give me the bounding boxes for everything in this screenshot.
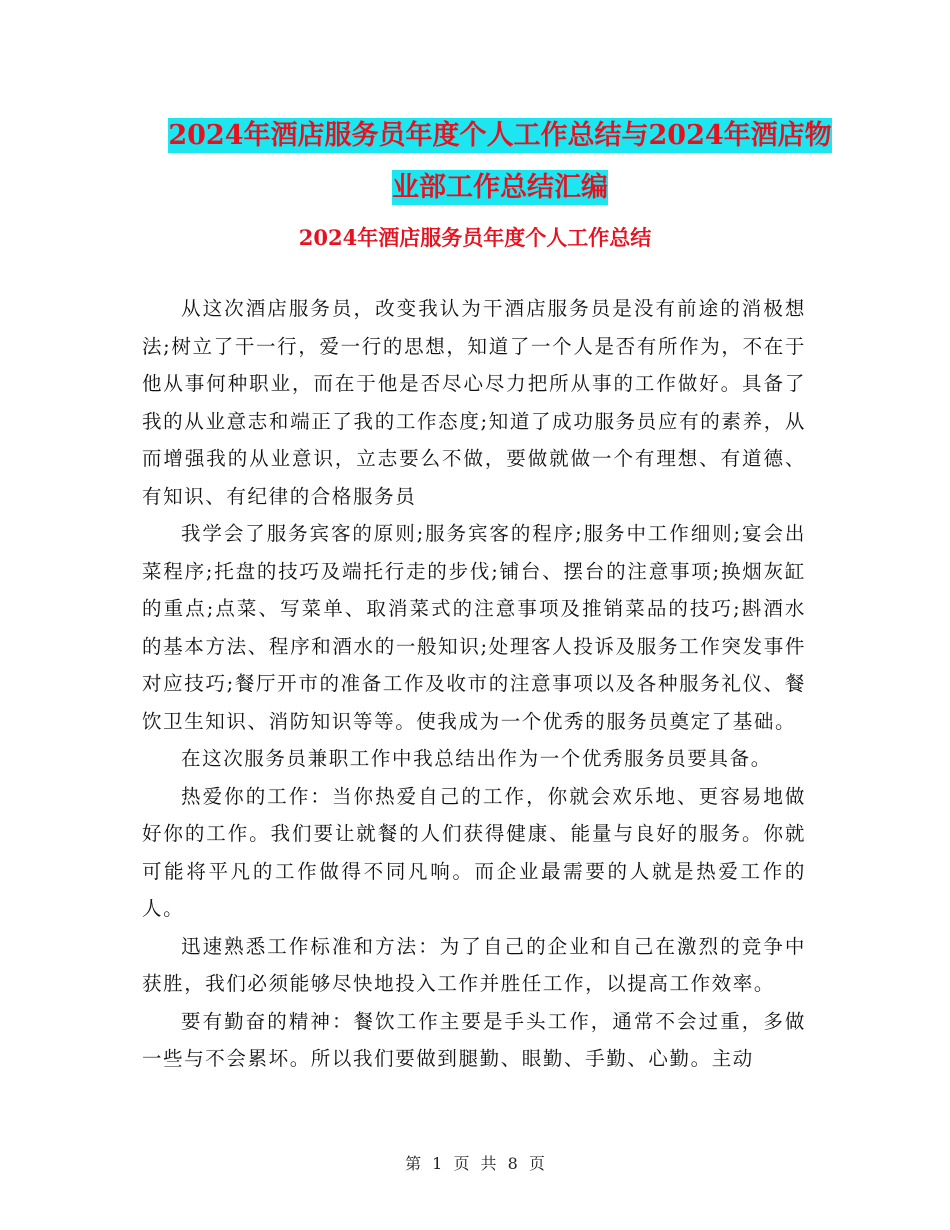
- paragraph: 迅速熟悉工作标准和方法：为了自己的企业和自己在激烈的竞争中获胜，我们必须能够尽快地投入工作并胜任工作，以提高工作效率。: [142, 934, 806, 995]
- paragraph: 从这次酒店服务员，改变我认为干酒店服务员是没有前途的消极想法;树立了干一行，爱一行的思想，知道了一个人是否有所作为，不在于他从事何种职业，而在于他是否尽心尽力把所从事的工作做好。具备了我的从业意志和端正了我的工作态度;知道了成功服务员应有的素养，从而增强我的从业意识，立志要么不做，要做就做一个有理想、有道德、有知识、有纪律的合格服务员: [142, 297, 806, 508]
- document-title: [140, 110, 860, 214]
- paragraph: 在这次服务员兼职工作中我总结出作为一个优秀服务员要具备。: [181, 747, 772, 770]
- paragraph: 要有勤奋的精神：餐饮工作主要是手头工作，通常不会过重，多做一些与不会累坏。所以我们要做到腿勤、眼勤、手勤、心勤。主动: [142, 1009, 806, 1070]
- document-body: [142, 290, 806, 1078]
- page-number-footer: 第 1 页 共 8 页: [405, 1154, 545, 1173]
- section-title: 2024年酒店服务员年度个人工作总结: [298, 225, 652, 250]
- document-title-line2: 业部工作总结汇编: [392, 172, 608, 203]
- document-title-line1: 2024年酒店服务员年度个人工作总结与2024年酒店物: [168, 120, 832, 151]
- paragraph: 我学会了服务宾客的原则;服务宾客的程序;服务中工作细则;宴会出菜程序;托盘的技巧及端托行走的步伐;铺台、摆台的注意事项;换烟灰缸的重点;点菜、写菜单、取消菜式的注意事项及推销菜品的技巧;斟酒水的基本方法、程序和酒水的一般知识;处理客人投诉及服务工作突发事件对应技巧;餐厅开市的准备工作及收市的注意事项以及各种服务礼仪、餐饮卫生知识、消防知识等等。使我成为一个优秀的服务员奠定了基础。: [142, 522, 806, 733]
- paragraph: 热爱你的工作：当你热爱自己的工作，你就会欢乐地、更容易地做好你的工作。我们要让就餐的人们获得健康、能量与良好的服务。你就可能将平凡的工作做得不同凡响。而企业最需要的人就是热爱工作的人。: [142, 784, 806, 920]
